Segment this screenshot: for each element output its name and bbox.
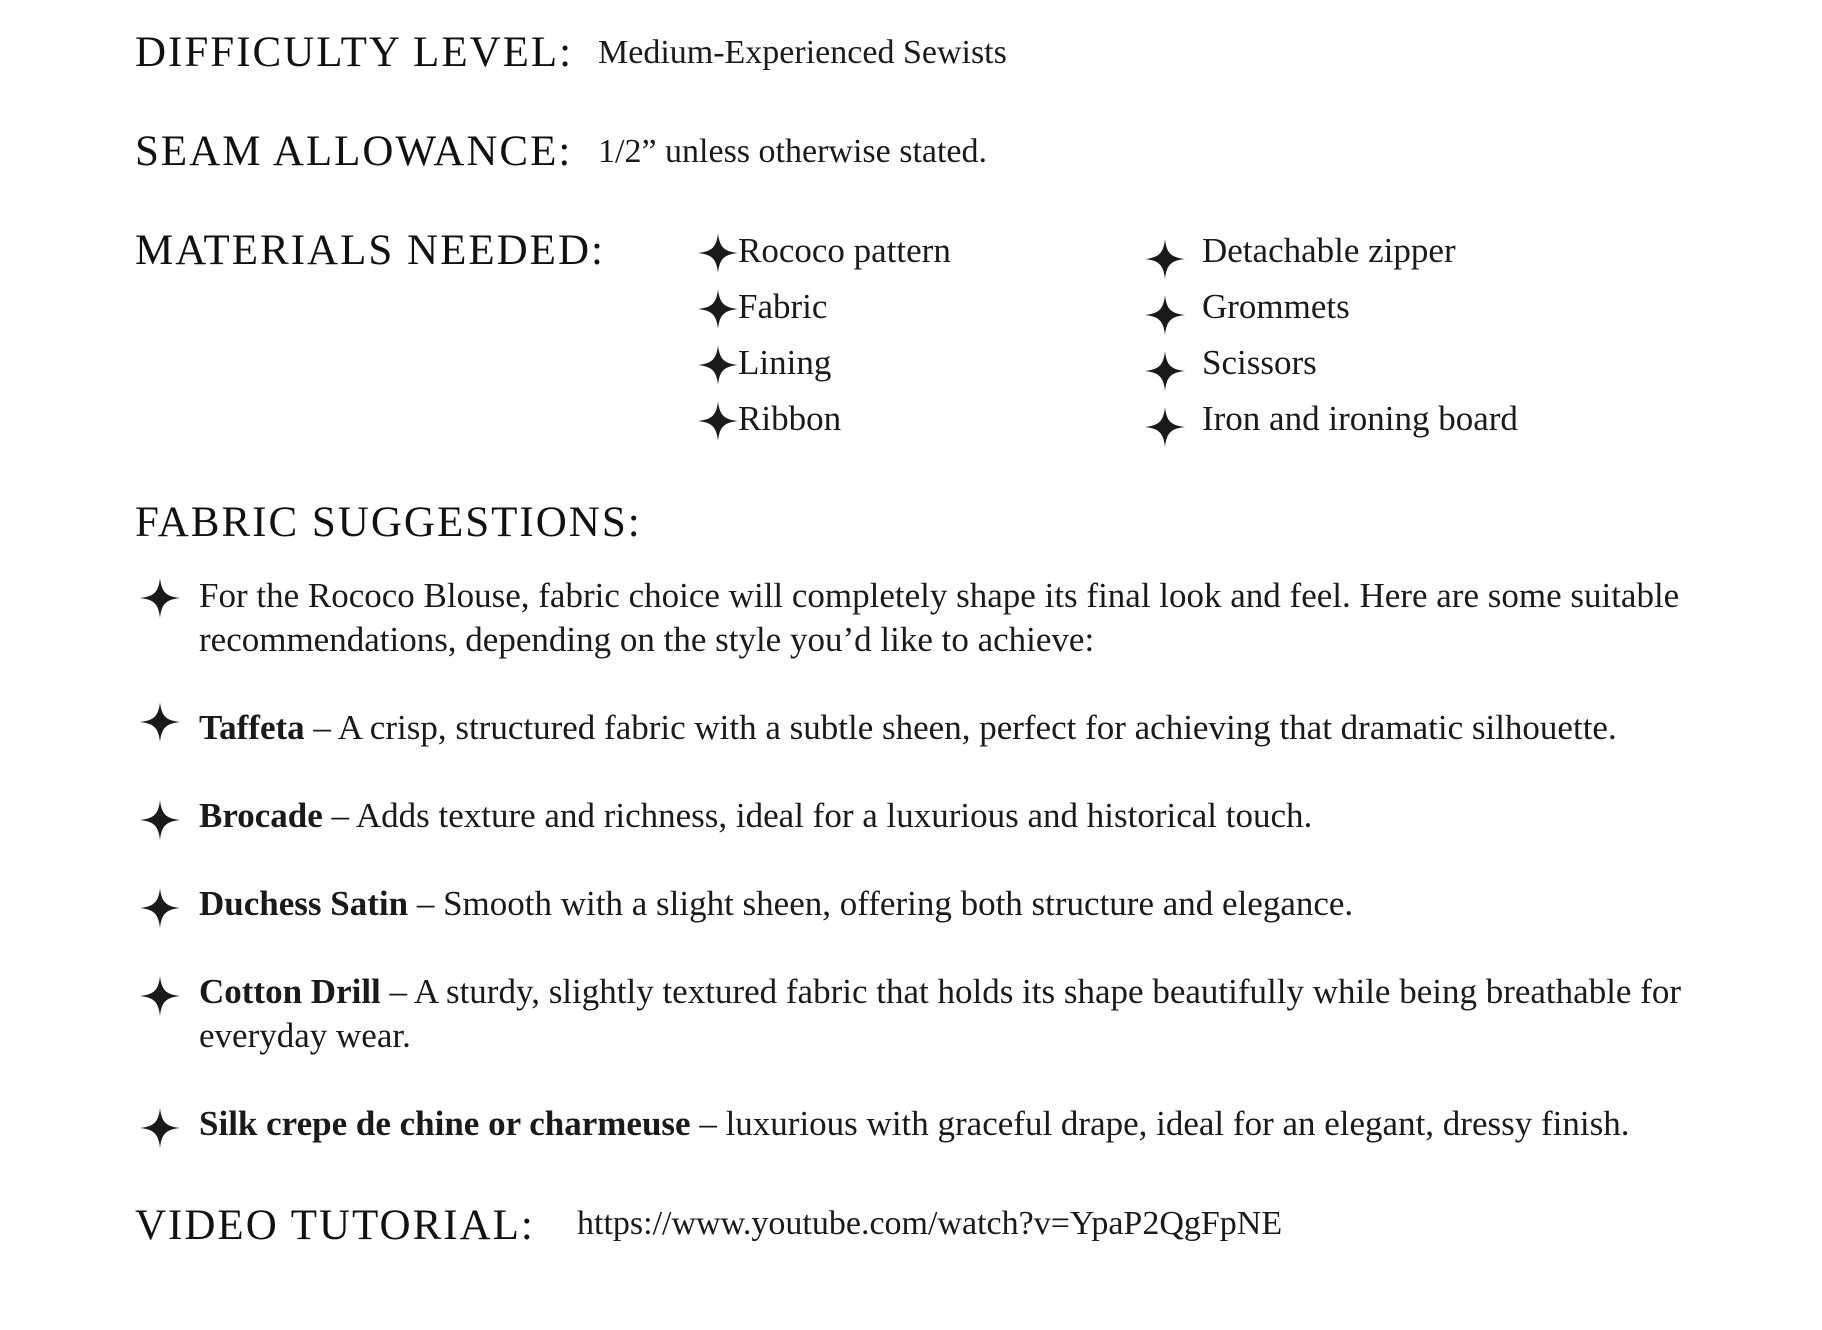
material-item: Scissors — [1202, 343, 1317, 382]
star-bullet-icon — [140, 578, 180, 618]
fabric-item — [199, 1102, 1799, 1146]
star-bullet-icon — [140, 976, 180, 1016]
star-bullet-icon — [140, 800, 180, 840]
materials-heading: MATERIALS NEEDED: — [135, 227, 605, 274]
fabric-name: Duchess Satin — [199, 884, 409, 923]
star-bullet-icon — [1145, 407, 1185, 447]
star-bullet-icon — [140, 702, 180, 742]
star-bullet-icon — [698, 233, 738, 273]
star-bullet-icon — [698, 289, 738, 329]
material-item: Iron and ironing board — [1202, 399, 1518, 438]
star-bullet-icon — [1145, 295, 1185, 335]
star-bullet-icon — [1145, 239, 1185, 279]
fabric-suggestions-heading: FABRIC SUGGESTIONS: — [135, 499, 642, 546]
difficulty-value: Medium-Experienced Sewists — [598, 34, 1007, 71]
video-tutorial-link[interactable]: https://www.youtube.com/watch?v=YpaP2QgFpNE — [577, 1205, 1283, 1242]
seam-allowance-value: 1/2” unless otherwise stated. — [598, 133, 988, 170]
material-item: Lining — [738, 343, 832, 382]
material-item: Ribbon — [738, 399, 842, 438]
material-item: Rococo pattern — [738, 231, 951, 270]
fabric-name: Cotton Drill — [199, 972, 381, 1011]
fabric-item — [199, 706, 1799, 750]
fabric-name: Brocade — [199, 796, 323, 835]
fabric-description: – Adds texture and richness, ideal for a luxurious and historical touch. — [322, 796, 1313, 835]
material-item: Detachable zipper — [1202, 231, 1456, 270]
seam-allowance-heading: SEAM ALLOWANCE: — [135, 128, 573, 175]
star-bullet-icon — [698, 401, 738, 441]
fabric-intro: For the Rococo Blouse, fabric choice will completely shape its final look and feel. Here are some suitable recommendations, depending on the style you’d like to achieve: — [199, 576, 1680, 659]
fabric-description: – Smooth with a slight sheen, offering both structure and elegance. — [408, 884, 1354, 923]
star-bullet-icon — [1145, 351, 1185, 391]
fabric-item — [199, 970, 1799, 1058]
video-tutorial-heading: VIDEO TUTORIAL: — [135, 1202, 535, 1249]
fabric-name: Taffeta — [199, 708, 305, 747]
fabric-name: Silk crepe de chine or charmeuse — [199, 1104, 691, 1143]
fabric-description: – A sturdy, slightly textured fabric that holds its shape beautifully while being breathable for everyday wear. — [199, 972, 1682, 1055]
star-bullet-icon — [140, 1108, 180, 1148]
material-item: Grommets — [1202, 287, 1350, 326]
star-bullet-icon — [698, 345, 738, 385]
difficulty-heading: DIFFICULTY LEVEL: — [135, 29, 574, 76]
fabric-item — [199, 882, 1799, 926]
fabric-item — [199, 794, 1799, 838]
fabric-description: – A crisp, structured fabric with a subtle sheen, perfect for achieving that dramatic silhouette. — [304, 708, 1617, 747]
fabric-description: – luxurious with graceful drape, ideal for an elegant, dressy finish. — [690, 1104, 1630, 1143]
star-bullet-icon — [140, 888, 180, 928]
material-item: Fabric — [738, 287, 828, 326]
